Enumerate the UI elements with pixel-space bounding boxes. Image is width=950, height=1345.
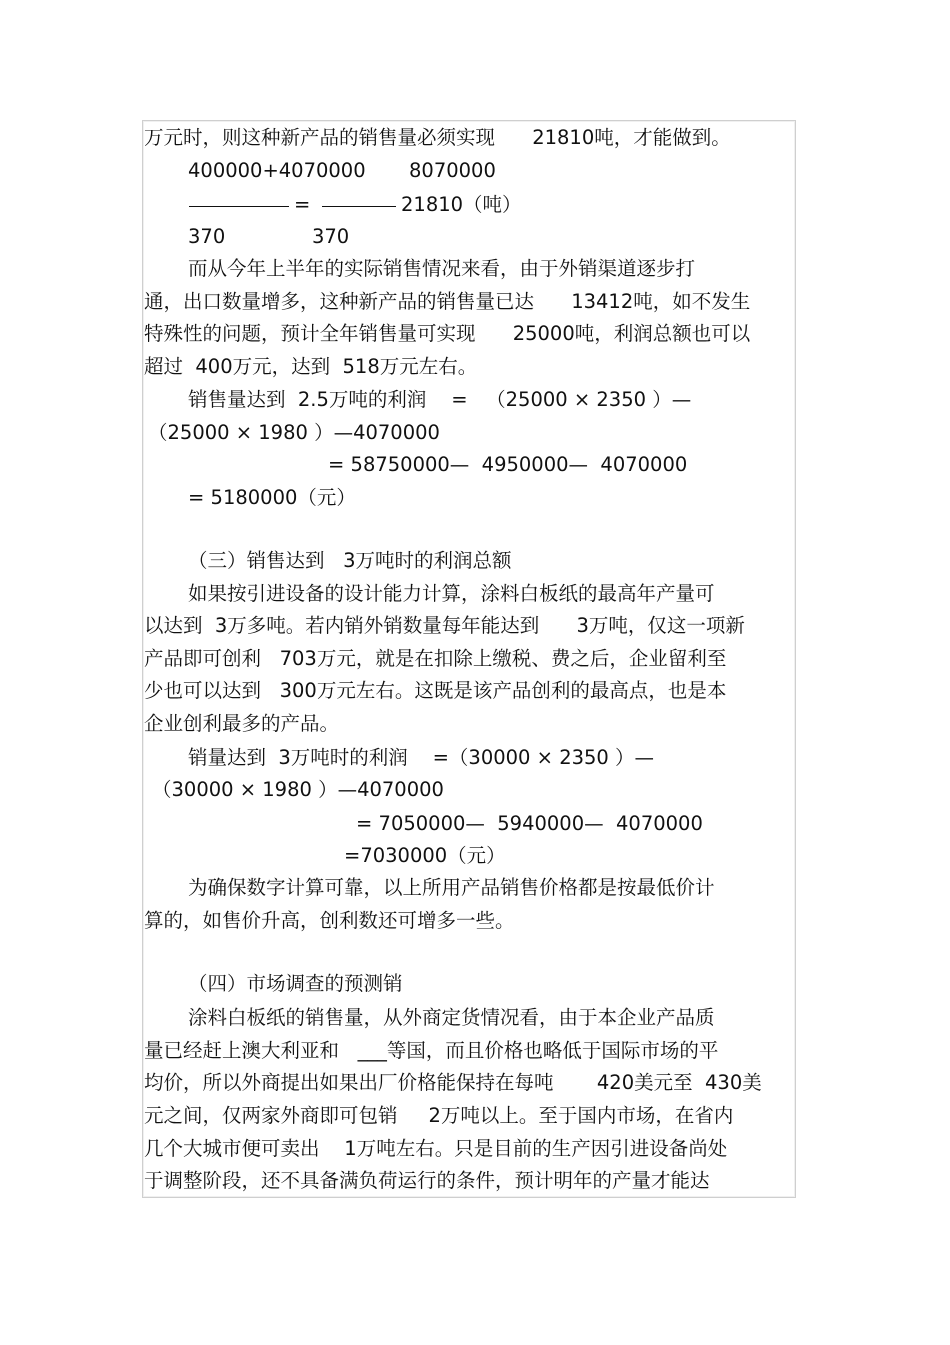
fraction-numerators: 400000+4070000 8070000	[188, 159, 496, 182]
formula-line: （30000 × 1980 ）—4070000	[152, 778, 444, 801]
text-line: 量已经赶上澳大利亚和 ___等国，而且价格也略低于国际市场的平	[144, 1039, 719, 1062]
text-line: 产品即可创利 703万元，就是在扣除上缴税、费之后，企业留利至	[144, 647, 727, 670]
formula-result: = 5180000（元）	[188, 486, 356, 509]
text-line: 特殊性的问题，预计全年销售量可实现 25000吨，利润总额也可以	[144, 322, 751, 345]
equals-sign: =	[294, 193, 311, 216]
fraction-denominators: 370 370	[188, 225, 350, 248]
text-line: 少也可以达到 300万元左右。这既是该产品创利的最高点，也是本	[144, 679, 727, 702]
formula-result: =7030000（元）	[344, 844, 506, 867]
text-line: 通，出口数量增多，这种新产品的销售量已达 13412吨，如不发生	[144, 290, 751, 313]
text-line: 涂料白板纸的销售量，从外商定货情况看，由于本企业产品质	[188, 1006, 715, 1029]
text-line: 企业创利最多的产品。	[144, 712, 340, 735]
text-line: 元之间，仅两家外商即可包销 2万吨以上。至于国内市场，在省内	[144, 1104, 734, 1127]
text-line: 万元时，则这种新产品的销售量必须实现 21810吨，才能做到。	[144, 126, 731, 149]
text-line: 超过 400万元，达到 518万元左右。	[144, 355, 478, 378]
text-line: 均价，所以外商提出如果出厂价格能保持在每吨 420美元至 430美	[144, 1071, 762, 1094]
text-line: 以达到 3万多吨。若内销外销数量每年能达到 3万吨，仅这一项新	[144, 614, 745, 637]
formula-line: = 58750000— 4950000— 4070000	[328, 453, 688, 476]
formula-line: 销量达到 3万吨时的利润 =（30000 × 2350 ）—	[188, 746, 655, 769]
text-line: 算的，如售价升高，创利数还可增多一些。	[144, 909, 515, 932]
text-line: 如果按引进设备的设计能力计算，涂料白板纸的最高年产量可	[188, 582, 715, 605]
formula-line: = 7050000— 5940000— 4070000	[356, 812, 703, 835]
formula-line: （25000 × 1980 ）—4070000	[148, 421, 440, 444]
text-line: 几个大城市便可卖出 1万吨左右。只是目前的生产因引进设备尚处	[144, 1137, 728, 1160]
section-heading: （四）市场调查的预测销	[188, 972, 403, 995]
text-line: 为确保数字计算可靠，以上所用产品销售价格都是按最低价计	[188, 876, 715, 899]
formula-line: 销售量达到 2.5万吨的利润 = （25000 × 2350 ）—	[188, 388, 692, 411]
fraction-bar-right	[322, 206, 396, 207]
fraction-result: 21810（吨）	[401, 193, 522, 216]
fraction-bar-left	[189, 206, 289, 207]
text-line: 于调整阶段，还不具备满负荷运行的条件，预计明年的产量才能达	[144, 1169, 710, 1192]
text-line: 而从今年上半年的实际销售情况来看，由于外销渠道逐步打	[188, 257, 696, 280]
section-heading: （三）销售达到 3万吨时的利润总额	[188, 549, 512, 572]
